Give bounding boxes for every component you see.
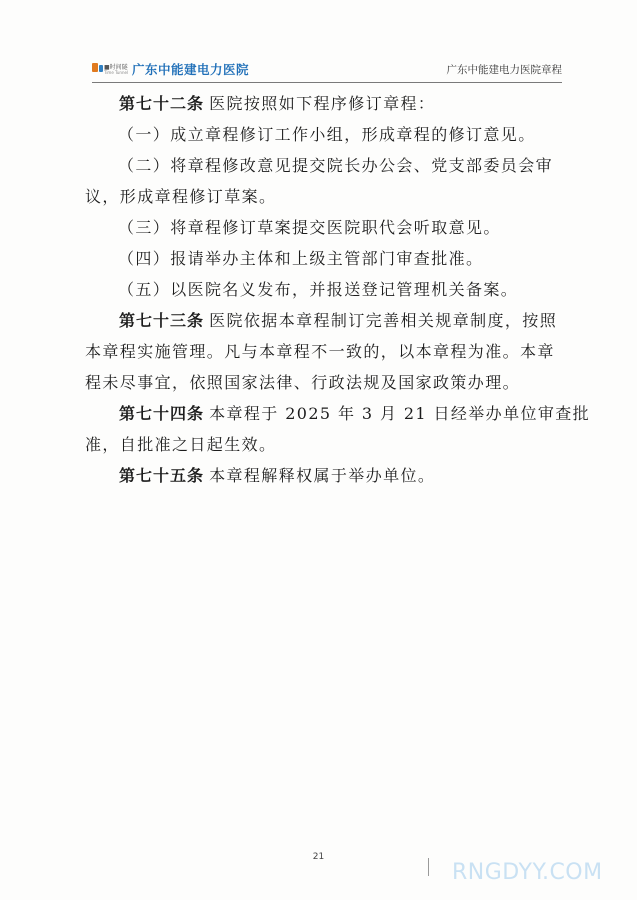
article-73-line-1 [119,311,557,331]
article-text: 医院按照如下程序修订章程： [209,94,436,113]
article-text: 医院依据本章程制订完善相关规章制度，按照 [209,311,558,330]
article-72-item-2-cont: 议，形成章程修订草案。 [85,187,277,206]
article-label: 第七十五条 [119,466,205,485]
article-72-item-1: （一）成立章程修订工作小组，形成章程的修订意见。 [118,125,536,144]
page-number: 21 [312,852,325,862]
article-73-line-3: 程未尽事宜，依照国家法律、行政法规及国家政策办理。 [85,373,521,392]
scan-mark [428,858,429,876]
article-74-line-2: 准，自批准之日起生效。 [85,435,277,454]
hospital-name: 广东中能建电力医院 [132,62,250,77]
site-watermark: RNGDYY.COM [452,860,603,885]
article-text: 本章程于 2025 年 3 月 21 日经举办单位审查批 [209,404,591,423]
article-75-line-1 [119,466,435,486]
article-72-item-3: （三）将章程修订草案提交医院职代会听取意见。 [118,218,501,237]
article-72-item-4: （四）报请举办主体和上级主管部门审查批准。 [118,249,484,268]
document-name: 广东中能建电力医院章程 [446,64,562,76]
article-72-heading [119,94,435,114]
logo-subtext: Time Tunnel [104,70,129,75]
logo-text: ■时间隧 [104,64,128,71]
hospital-logo [92,61,129,77]
logo-accent-icon [99,65,103,72]
article-74-line-1 [119,404,590,424]
article-label: 第七十三条 [119,311,205,330]
article-label: 第七十四条 [119,404,205,423]
page-header [92,60,562,82]
article-73-line-2: 本章程实施管理。凡与本章程不一致的，以本章程为准。本章 [85,342,555,361]
header-divider [92,82,562,83]
article-label: 第七十二条 [119,94,205,113]
article-72-item-2: （二）将章程修改意见提交院长办公会、党支部委员会审 [118,156,554,175]
article-text: 本章程解释权属于举办单位。 [209,466,436,485]
logo-mark-icon [92,63,98,72]
article-72-item-5: （五）以医院名义发布，并报送登记管理机关备案。 [118,280,519,299]
